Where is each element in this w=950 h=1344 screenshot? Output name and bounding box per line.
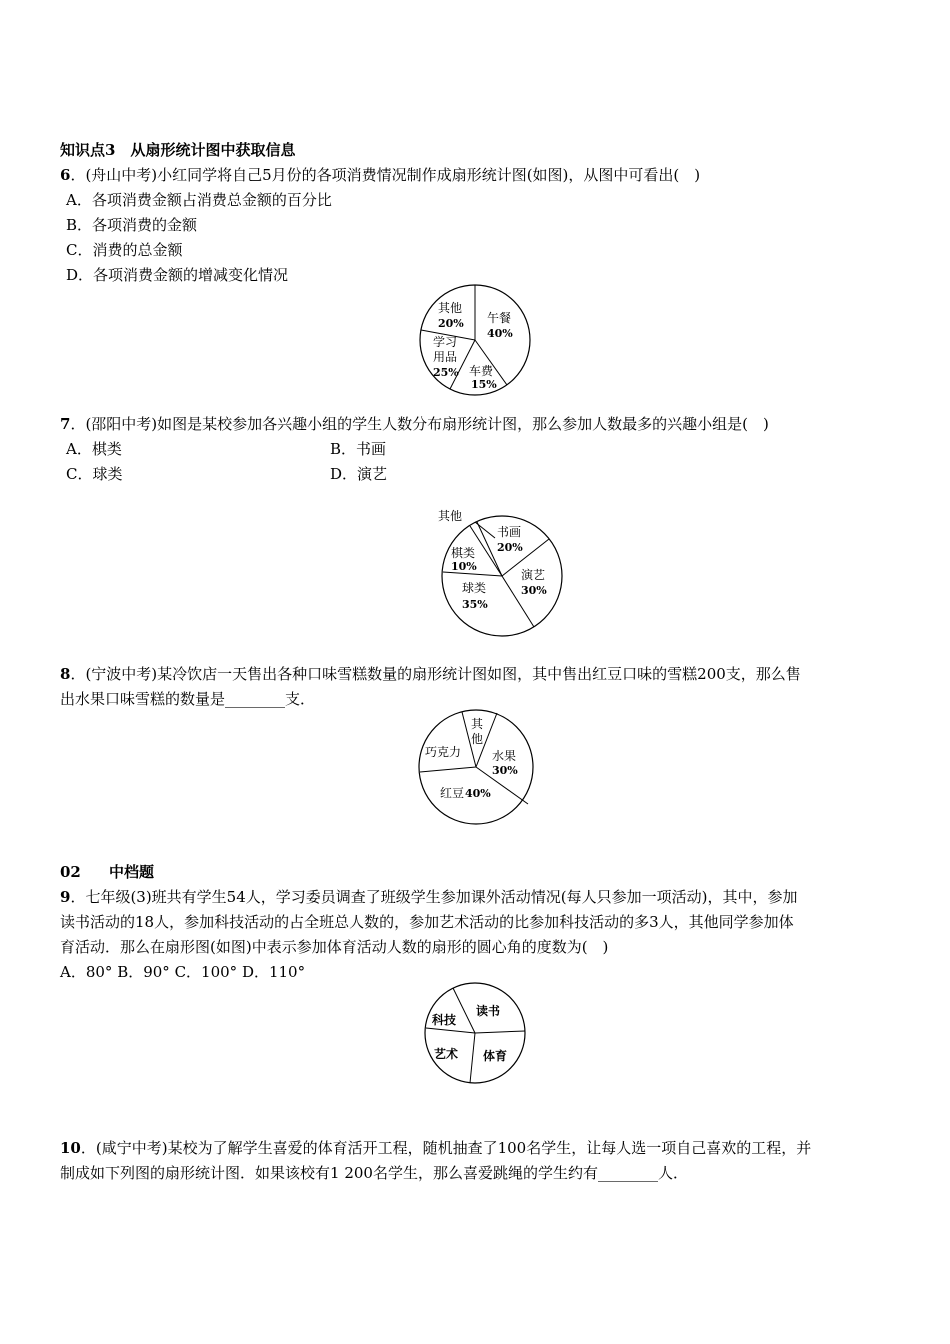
slice-pct-study: 25%: [433, 366, 459, 379]
slice-pct-other: 20%: [438, 317, 464, 330]
slice-pct-fruit: 30%: [492, 764, 518, 777]
slice-label-ball: 球类: [462, 581, 487, 595]
slice-label-science: 科技: [432, 1013, 457, 1027]
question-10: [60, 1138, 811, 1158]
slice-label-other: 其他: [438, 509, 463, 523]
slice-label-fruit: 水果: [492, 749, 517, 763]
question-7: [60, 414, 769, 434]
slice-label-chess: 棋类: [451, 546, 476, 560]
option-d: D．各项消费金额的增减变化情况: [66, 266, 289, 284]
slice-label-lunch: 午餐: [487, 311, 512, 325]
question-number: 10: [60, 1139, 81, 1157]
slice-label-pe: 体育: [483, 1049, 508, 1063]
option-d: D．演艺: [330, 465, 388, 483]
option-b: B．各项消费的金额: [66, 216, 198, 234]
option-a: A．各项消费金额占消费总金额的百分比: [66, 191, 332, 209]
slice-label-fare: 车费: [469, 364, 494, 378]
option-c: C．消费的总金额: [66, 241, 183, 259]
slice-label-chocolate: 巧克力: [425, 745, 462, 759]
section-title: 中档题: [109, 863, 155, 881]
slice-pct-calligraphy: 20%: [497, 541, 523, 554]
slice-pct-fare: 15%: [471, 378, 497, 391]
question-text: ．(咸宁中考)某校为了解学生喜爱的体育活开工程，随机抽查了100名学生，让每人选一项自己喜欢的工程，并: [80, 1139, 812, 1157]
slice-label-study: 学习: [433, 335, 458, 349]
slice-label-other: 其: [471, 717, 484, 731]
slice-label-redbean: 红豆: [440, 786, 465, 800]
pie-chart-spending: [410, 282, 540, 400]
question-8: [60, 664, 801, 684]
section-title: 知识点3 从扇形统计图中获取信息: [60, 141, 296, 159]
slice-label-perform: 演艺: [521, 568, 546, 582]
slice-label-other: 其他: [438, 301, 463, 315]
slice-pct-lunch: 40%: [487, 327, 513, 340]
question-number: 7: [60, 415, 71, 433]
question-6: [60, 165, 700, 185]
pie-chart-interest-groups: [430, 502, 570, 638]
slice-pct-ball: 35%: [462, 598, 488, 611]
slice-pct-perform: 30%: [521, 584, 547, 597]
section-number: 02: [60, 863, 81, 881]
question-text: ．(邵阳中考)如图是某校参加各兴趣小组的学生人数分布扇形统计图，那么参加人数最多的兴趣小组是( ): [70, 415, 769, 433]
question-number: 8: [60, 665, 71, 683]
question-text: ．七年级(3)班共有学生54人，学习委员调查了班级学生参加课外活动情况(每人只参加一项活动)，其中，参加: [70, 888, 798, 906]
option-c: C．球类: [66, 465, 123, 483]
slice-label-calligraphy: 书画: [497, 525, 522, 539]
slice-label-reading: 读书: [476, 1004, 501, 1018]
question-text-line2: 出水果口味雪糕的数量是________支．: [60, 690, 316, 708]
options-line: A．80° B．90° C．100° D．110°: [60, 963, 306, 981]
slice-pct-redbean: 40%: [465, 787, 491, 800]
slice-label-other: 他: [471, 732, 484, 746]
option-b: B．书画: [330, 440, 387, 458]
pie-chart-ice-cream: [410, 706, 540, 828]
question-text: ．(宁波中考)某冷饮店一天售出各种口味雪糕数量的扇形统计图如图，其中售出红豆口味的雪糕200支，那么售: [70, 665, 801, 683]
slice-label-study: 用品: [433, 350, 458, 364]
question-text-line3: 育活动．那么在扇形图(如图)中表示参加体育活动人数的扇形的圆心角的度数为( ): [60, 938, 609, 956]
question-9: [60, 887, 797, 907]
question-text-line2: 制成如下列图的扇形统计图．如果该校有1 200名学生，那么喜爱跳绳的学生约有________人．: [60, 1164, 688, 1182]
option-a: A．棋类: [66, 440, 122, 458]
slice-pct-chess: 10%: [451, 560, 477, 573]
question-text: ．(舟山中考)小红同学将自己5月份的各项消费情况制作成扇形统计图(如图)，从图中可看出( ): [70, 166, 701, 184]
question-number: 6: [60, 166, 71, 184]
question-number: 9: [60, 888, 71, 906]
slice-label-art: 艺术: [434, 1047, 459, 1061]
pie-chart-activities: [420, 980, 530, 1086]
question-text-line2: 读书活动的18人，参加科技活动的占全班总人数的，参加艺术活动的比参加科技活动的多3人，其他同学参加体: [60, 913, 794, 931]
